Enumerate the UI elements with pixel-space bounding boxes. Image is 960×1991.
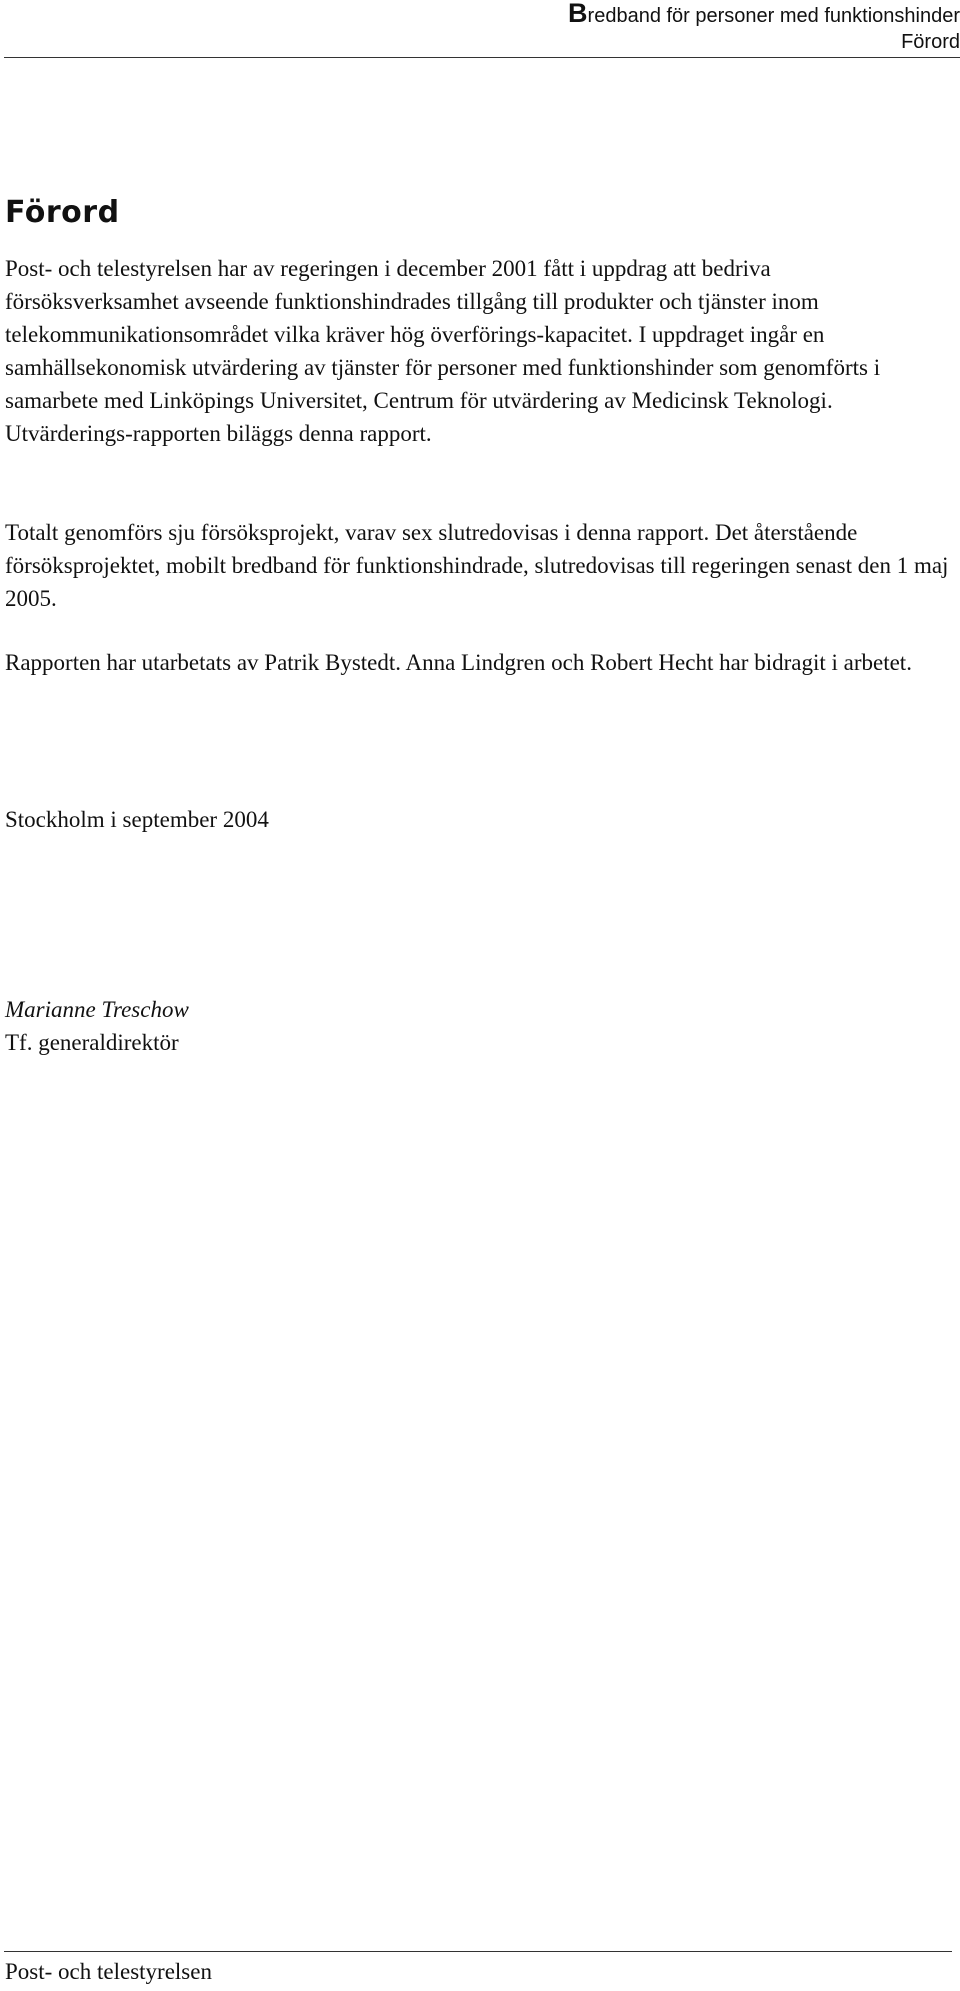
document-title-rest: redband för personer med funktionshinder: [587, 5, 960, 27]
page-header: [4, 0, 960, 58]
paragraph-authors: Rapporten har utarbetats av Patrik Bystedt. Anna Lindgren och Robert Hecht har bidragit i arbetet.: [5, 650, 912, 675]
page-heading: Förord: [5, 195, 120, 230]
signature-name: Marianne Treschow: [5, 997, 189, 1022]
document-title: [568, 0, 960, 29]
document-title-initial: B: [568, 0, 588, 28]
place-and-date: Stockholm i september 2004: [5, 807, 269, 832]
paragraph-projects: Totalt genomförs sju försöksprojekt, varav sex slutredovisas i denna rapport. Det återstående försöksprojektet, mobilt bredband för funktionshindrade, slutredovisas till regeringen senast den 1 maj 2005.: [5, 520, 949, 611]
signature-title: Tf. generaldirektör: [5, 1030, 179, 1055]
footer-divider: [4, 1951, 952, 1952]
paragraph-assignment: Post- och telestyrelsen har av regeringen i december 2001 fått i uppdrag att bedriva försöksverksamhet avseende funktionshindrades tillgång till produkter och tjänster inom telekommunikationsområdet vilka kräver hög överförings-kapacitet. I uppdraget ingår en samhällsekonomisk utvärdering av tjänster för personer med funktionshinder som genomförts i samarbete med Linköpings Universitet, Centrum för utvärdering av Medicinsk Teknologi. Utvärderings-rapporten biläggs denna rapport.: [5, 256, 881, 446]
footer-organization: Post- och telestyrelsen: [5, 1959, 212, 1984]
section-name: Förord: [901, 31, 960, 53]
